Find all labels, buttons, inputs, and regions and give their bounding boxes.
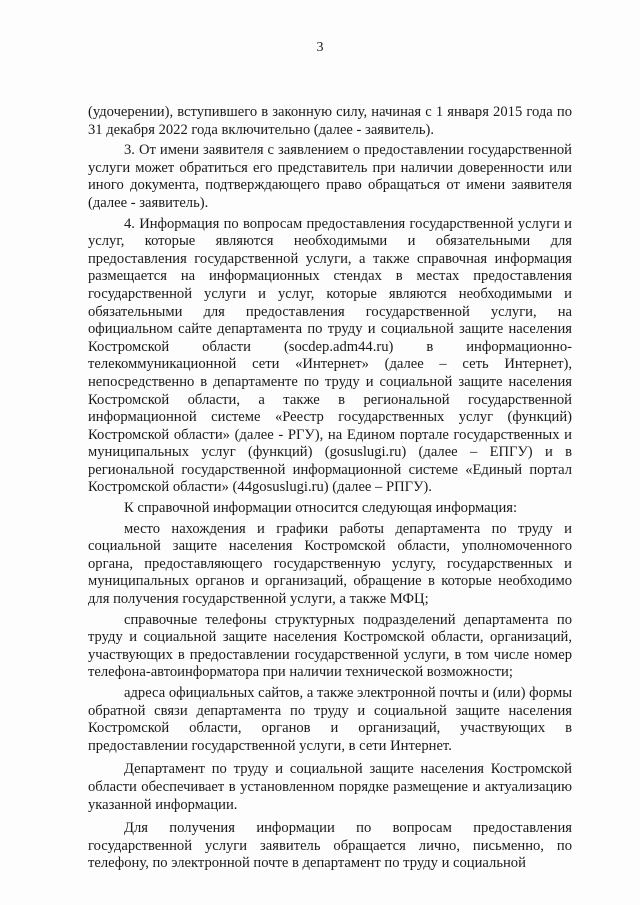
paragraph-websites: адреса официальных сайтов, а также электронной почты и (или) формы обратной связи департамента по труду и социальной защите населения Костромской области, органов и организаций, участвующих в предоставлении государственной услуги, в сети Интернет. xyxy=(88,685,572,754)
paragraph-reference-info-intro: К справочной информации относится следующая информация: xyxy=(124,500,518,517)
paragraph-location-schedule: место нахождения и графики работы департамента по труду и социальной защите населения Костромской области, уполномоченного органа, предоставляющего государственную услугу, государственных и муниципальных органов и организаций, обращение в которые необходимо для получения государственной услуги, а также МФЦ; xyxy=(88,520,572,608)
document-body xyxy=(88,104,572,873)
paragraph-clause-3: 3. От имени заявителя с заявлением о предоставлении государственной услуги может обратиться его представитель при наличии доверенности или иного документа, подтверждающего право обращаться от имени заявителя (далее - заявитель). xyxy=(88,142,572,211)
paragraph-department-duty: Департамент по труду и социальной защите населения Костромской области обеспечивает в установленном порядке размещение и актуализацию указанной информации. xyxy=(88,761,572,813)
paragraph-how-to-obtain-info: Для получения информации по вопросам предоставления государственной услуги заявитель обращается лично, письменно, по телефону, по электронной почте в департамент по труду и социальной xyxy=(88,820,572,872)
paragraph-clause-4: 4. Информация по вопросам предоставления государственной услуги и услуг, которые являются необходимыми и обязательными для предоставления государственной услуги, а также справочная информация размещается на информационных стендах в местах предоставления государственной услуги и услуг, которые являются необходимыми и обязательными для предоставления государственной услуги, на официальном сайте департамента по труду и социальной защите населения Костромской области (socdep.adm44.ru) в информационно-телекоммуникационной сети «Интернет» (далее – сеть Интернет), непосредственно в департаменте по труду и социальной защите населения Костромской области, а также в региональной государственной информационной системе «Реестр государственных услуг (функций) Костромской области» (далее - РГУ), на Едином портале государственных и муниципальных услуг (функций) (gosuslugi.ru) (далее – ЕПГУ) и в региональной государственной информационной системе «Единый портал Костромской области» (44gosuslugi.ru) (далее – РПГУ). xyxy=(88,215,572,496)
page-number: 3 xyxy=(316,40,324,55)
paragraph-continuation: (удочерении), вступившего в законную силу, начиная с 1 января 2015 года по 31 декабря 2022 года включительно (далее - заявитель). xyxy=(88,104,572,138)
paragraph-phones: справочные телефоны структурных подразделений департамента по труду и социальной защите населения Костромской области, организаций, участвующих в предоставлении государственной услуги, в том числе номер телефона-автоинформатора при наличии технической возможности; xyxy=(88,611,572,681)
